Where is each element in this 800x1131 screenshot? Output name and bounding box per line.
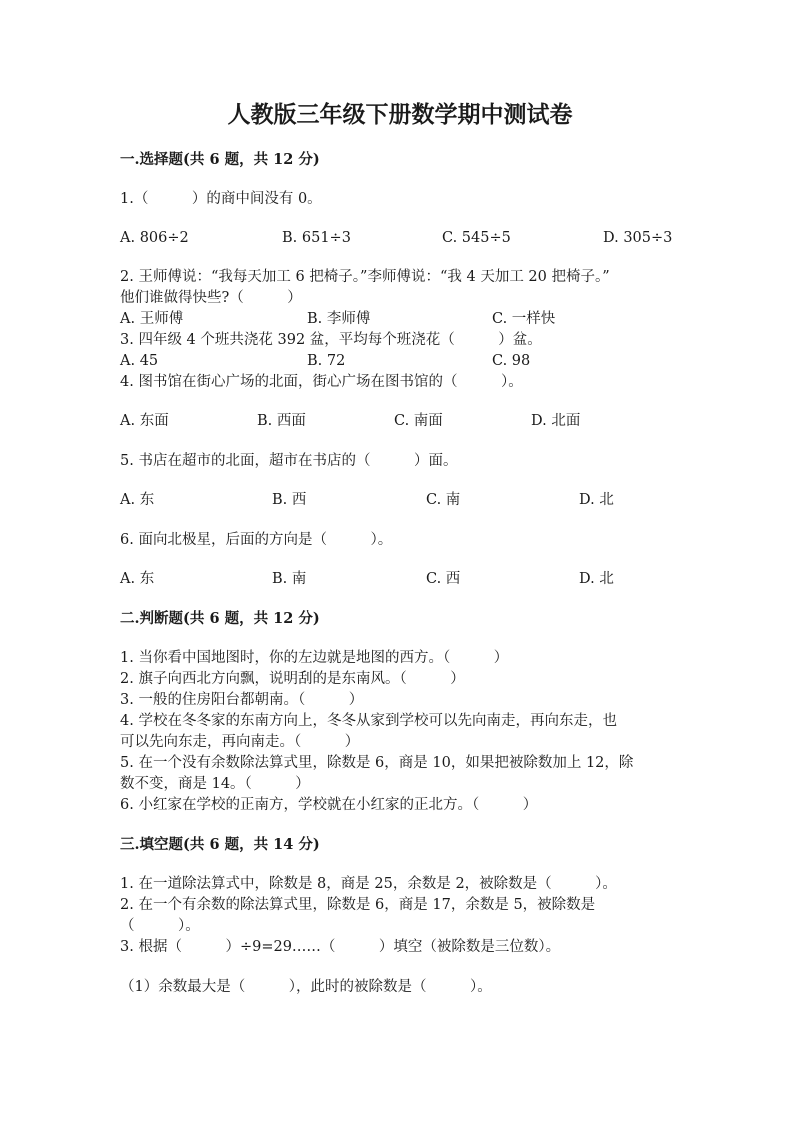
q3-option-a: A. 45 bbox=[120, 353, 159, 369]
section1-heading: 一.选择题(共 6 题，共 12 分) bbox=[120, 151, 320, 168]
q4-option-d: D. 北面 bbox=[531, 413, 581, 429]
q6-option-b: B. 南 bbox=[272, 571, 307, 587]
q2-stem-line1: 2. 王师傅说：“我每天加工 6 把椅子。”李师傅说：“我 4 天加工 20 把椅子。” bbox=[120, 269, 610, 285]
judge-line: 可以先向东走，再向南走。（ ） bbox=[120, 734, 360, 750]
q6-option-d: D. 北 bbox=[579, 571, 614, 587]
q1-option-a: A. 806÷2 bbox=[120, 230, 189, 246]
q1-option-d: D. 305÷3 bbox=[603, 230, 673, 246]
fill-line: 1. 在一道除法算式中，除数是 8，商是 25，余数是 2，被除数是（ ）。 bbox=[120, 876, 617, 892]
q4-option-c: C. 南面 bbox=[394, 413, 443, 429]
q6-option-a: A. 东 bbox=[120, 571, 155, 587]
q4-stem: 4. 图书馆在街心广场的北面，街心广场在图书馆的（ ）。 bbox=[120, 374, 523, 390]
judge-line: 4. 学校在冬冬家的东南方向上，冬冬从家到学校可以先向南走，再向东走，也 bbox=[120, 713, 617, 729]
judge-line: 1. 当你看中国地图时，你的左边就是地图的西方。（ ） bbox=[120, 650, 509, 666]
fill-line: （ ）。 bbox=[120, 918, 200, 934]
fill-subquestion: （1）余数最大是（ ），此时的被除数是（ ）。 bbox=[120, 979, 492, 995]
q1-option-b: B. 651÷3 bbox=[282, 230, 351, 246]
judge-line: 5. 在一个没有余数除法算式里，除数是 6，商是 10，如果把被除数加上 12，除 bbox=[120, 755, 634, 771]
fill-line: 2. 在一个有余数的除法算式里，除数是 6，商是 17，余数是 5，被除数是 bbox=[120, 897, 596, 913]
judge-line: 2. 旗子向西北方向飘，说明刮的是东南风。（ ） bbox=[120, 671, 465, 687]
section3-heading: 三.填空题(共 6 题，共 14 分) bbox=[120, 836, 320, 853]
q1-option-c: C. 545÷5 bbox=[442, 230, 511, 246]
q4-option-b: B. 西面 bbox=[257, 413, 306, 429]
fill-line: 3. 根据（ ）÷9=29……（ ）填空（被除数是三位数）。 bbox=[120, 939, 561, 955]
judge-line: 3. 一般的住房阳台都朝南。（ ） bbox=[120, 692, 364, 708]
q3-stem: 3. 四年级 4 个班共浇花 392 盆，平均每个班浇花（ ）盆。 bbox=[120, 332, 542, 348]
q2-option-a: A. 王师傅 bbox=[120, 311, 184, 327]
judge-line: 6. 小红家在学校的正南方，学校就在小红家的正北方。（ ） bbox=[120, 797, 538, 813]
section2-heading: 二.判断题(共 6 题，共 12 分) bbox=[120, 610, 320, 627]
q2-option-c: C. 一样快 bbox=[492, 311, 556, 327]
q3-option-b: B. 72 bbox=[307, 353, 346, 369]
q5-option-a: A. 东 bbox=[120, 492, 155, 508]
judge-line: 数不变，商是 14。（ ） bbox=[120, 776, 310, 792]
q1-stem: 1.（ ）的商中间没有 0。 bbox=[120, 191, 322, 207]
q5-option-d: D. 北 bbox=[579, 492, 614, 508]
q6-stem: 6. 面向北极星，后面的方向是（ ）。 bbox=[120, 532, 393, 548]
page-title: 人教版三年级下册数学期中测试卷 bbox=[227, 101, 573, 128]
q5-stem: 5. 书店在超市的北面，超市在书店的（ ）面。 bbox=[120, 453, 458, 469]
q2-stem-line2: 他们谁做得快些?（ ） bbox=[120, 290, 302, 306]
q5-option-b: B. 西 bbox=[272, 492, 307, 508]
q4-option-a: A. 东面 bbox=[120, 413, 169, 429]
q5-option-c: C. 南 bbox=[426, 492, 461, 508]
q6-option-c: C. 西 bbox=[426, 571, 461, 587]
q2-option-b: B. 李师傅 bbox=[307, 311, 371, 327]
q3-option-c: C. 98 bbox=[492, 353, 531, 369]
